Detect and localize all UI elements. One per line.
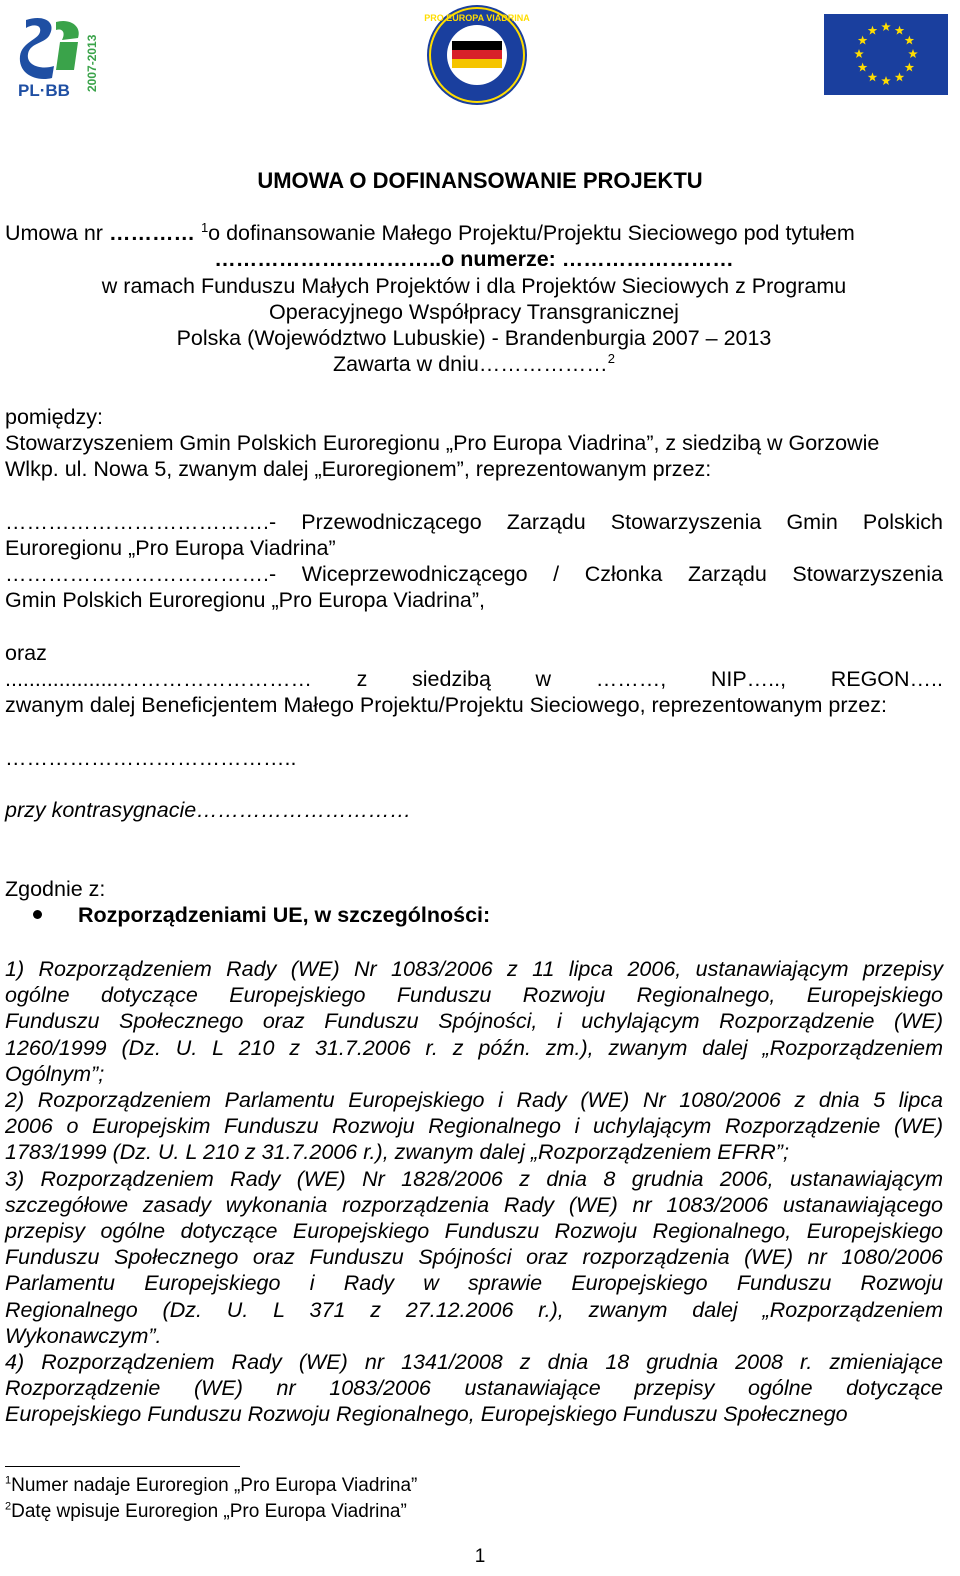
project-title-line: …………………………..o numerze: …………………… bbox=[214, 247, 734, 271]
document-title: UMOWA O DOFINANSOWANIE PROJEKTU bbox=[257, 168, 703, 193]
according-to-label: Zgodnie z: bbox=[5, 877, 106, 901]
regulations-heading: Rozporządzeniami UE, w szczególności: bbox=[78, 903, 491, 927]
footnote-1: $^1$Numer nadaje Euroregion „Pro Europa Viadrina” bbox=[5, 1474, 418, 1496]
plbb-years: 2007-2013 bbox=[85, 34, 99, 92]
regulation-text-line: 4) Rozporządzeniem Rady (WE) nr 1341/2008 z dnia 18 grudnia 2008 r. zmieniające bbox=[5, 1350, 943, 1374]
regulation-text-line: 1) Rozporządzeniem Rady (WE) Nr 1083/2006 z 11 lipca 2006, ustanawiającym przepisy bbox=[5, 957, 943, 981]
regulation-text-line: Europejskiego Funduszu Rozwoju Regionalnego, Europejskiego Funduszu Społecznego bbox=[5, 1402, 848, 1427]
bullet-icon bbox=[33, 910, 42, 919]
beneficiary-line-1: ...................……………………… z siedzibą w ………, NIP….., REGON….. bbox=[5, 667, 943, 691]
regulation-text-line: 2) Rozporządzeniem Parlamentu Europejskiego i Rady (WE) Nr 1080/2006 z dnia 5 lipca bbox=[5, 1088, 943, 1112]
regulation-text-line: 3) Rozporządzeniem Rady (WE) Nr 1828/2006 z dnia 8 grudnia 2006, ustanawiającym bbox=[5, 1166, 943, 1191]
beneficiary-representative: ………………………………….. bbox=[5, 746, 297, 770]
regulation-text-line: przepisy ogólne dotyczące Europejskiego Funduszu Rozwoju Regionalnego, Europejskiego bbox=[5, 1219, 943, 1243]
regulation-text-line: ogólne dotyczące Europejskiego Funduszu Rozwoju Regionalnego, Europejskiego bbox=[5, 983, 943, 1008]
regulation-text-line: Wykonawczym”. bbox=[5, 1323, 162, 1348]
program-line-3: Polska (Województwo Lubuskie) - Brandenburgia 2007 – 2013 bbox=[176, 326, 772, 350]
footnote-2: $^2$Datę wpisuje Euroregion „Pro Europa Viadrina” bbox=[5, 1500, 407, 1522]
viadrina-ring-text: PRO EUROPA VIADRINA bbox=[424, 13, 530, 23]
regulation-text-line: 1783/1999 (Dz. U. L 210 z 31.7.2006 r.), zwanym dalej „Rozporządzeniem EFRR”; bbox=[5, 1140, 789, 1165]
representative-2-line-1: ……………………………….- Wiceprzewodniczącego / Członka Zarządu Stowarzyszenia bbox=[5, 562, 943, 586]
pro-europa-viadrina-logo bbox=[422, 3, 532, 107]
interreg-plbb-logo bbox=[16, 12, 104, 100]
regulation-text-line: 2006 o Europejskim Funduszu Rozwoju Regionalnego i uchylającym Rozporządzenie (WE) bbox=[5, 1114, 943, 1139]
regulation-text-line: Regionalnego (Dz. U. L 371 z 27.12.2006 r.), zwanym dalej „Rozporządzeniem bbox=[5, 1297, 943, 1322]
representative-1-line-2: Euroregionu „Pro Europa Viadrina” bbox=[5, 536, 336, 560]
association-line-1: Stowarzyszeniem Gmin Polskich Euroregionu „Pro Europa Viadrina”, z siedzibą w Gorzowie bbox=[5, 431, 880, 455]
between-label: pomiędzy: bbox=[5, 405, 103, 429]
regulation-text-line: szczegółowe zasady wykonania rozporządzenia Rady (WE) nr 1083/2006 ustanawiającego bbox=[5, 1192, 943, 1217]
page-number: 1 bbox=[474, 1546, 486, 1567]
representative-1-line-1: ……………………………….- Przewodniczącego Zarządu Stowarzyszenia Gmin Polskich bbox=[5, 510, 943, 534]
association-line-2: Wlkp. ul. Nowa 5, zwanym dalej „Euroregionem”, reprezentowanym przez: bbox=[5, 457, 712, 481]
regulation-text-line: Rozporządzenie (WE) nr 1083/2006 ustanawiające przepisy ogólne dotyczące bbox=[5, 1376, 943, 1401]
eu-flag-logo bbox=[824, 14, 948, 95]
contract-number-line: Umowa nr ………… $^1$o dofinansowanie Małego Projektu/Projektu Sieciowego pod tytułem bbox=[5, 219, 855, 245]
and-label: oraz bbox=[5, 641, 47, 665]
regulation-text-line: Funduszu Społecznego oraz Funduszu Spójności, i uchylającym Rozporządzenie (WE) bbox=[5, 1009, 943, 1034]
regulation-text-line: Funduszu Społecznego oraz Funduszu Spójności oraz rozporządzenia (WE) nr 1080/2006 bbox=[5, 1245, 943, 1270]
representative-2-line-2: Gmin Polskich Euroregionu „Pro Europa Viadrina”, bbox=[5, 588, 486, 612]
beneficiary-line-2: zwanym dalej Beneficjentem Małego Projektu/Projektu Sieciowego, reprezentowanym przez: bbox=[5, 693, 887, 717]
regulation-text-line: Parlamentu Europejskiego i Rady w sprawie Europejskiego Funduszu Rozwoju bbox=[5, 1271, 943, 1296]
program-line-2: Operacyjnego Współpracy Transgranicznej bbox=[269, 300, 679, 324]
countersignature-line: przy kontrasygnacie………………………… bbox=[5, 798, 412, 822]
regulation-text-line: 1260/1999 (Dz. U. L 210 z 31.7.2006 r. z późn. zm.), zwanym dalej „Rozporządzeniem bbox=[5, 1035, 943, 1060]
regulation-text-line: Ogólnym”; bbox=[5, 1061, 105, 1086]
plbb-text: PL·BB bbox=[18, 81, 70, 100]
footnote-separator bbox=[5, 1466, 240, 1467]
program-line-1: w ramach Funduszu Małych Projektów i dla Projektów Sieciowych z Programu bbox=[101, 274, 847, 298]
concluded-date-line: Zawarta w dniu………………$^2$ bbox=[332, 350, 616, 376]
